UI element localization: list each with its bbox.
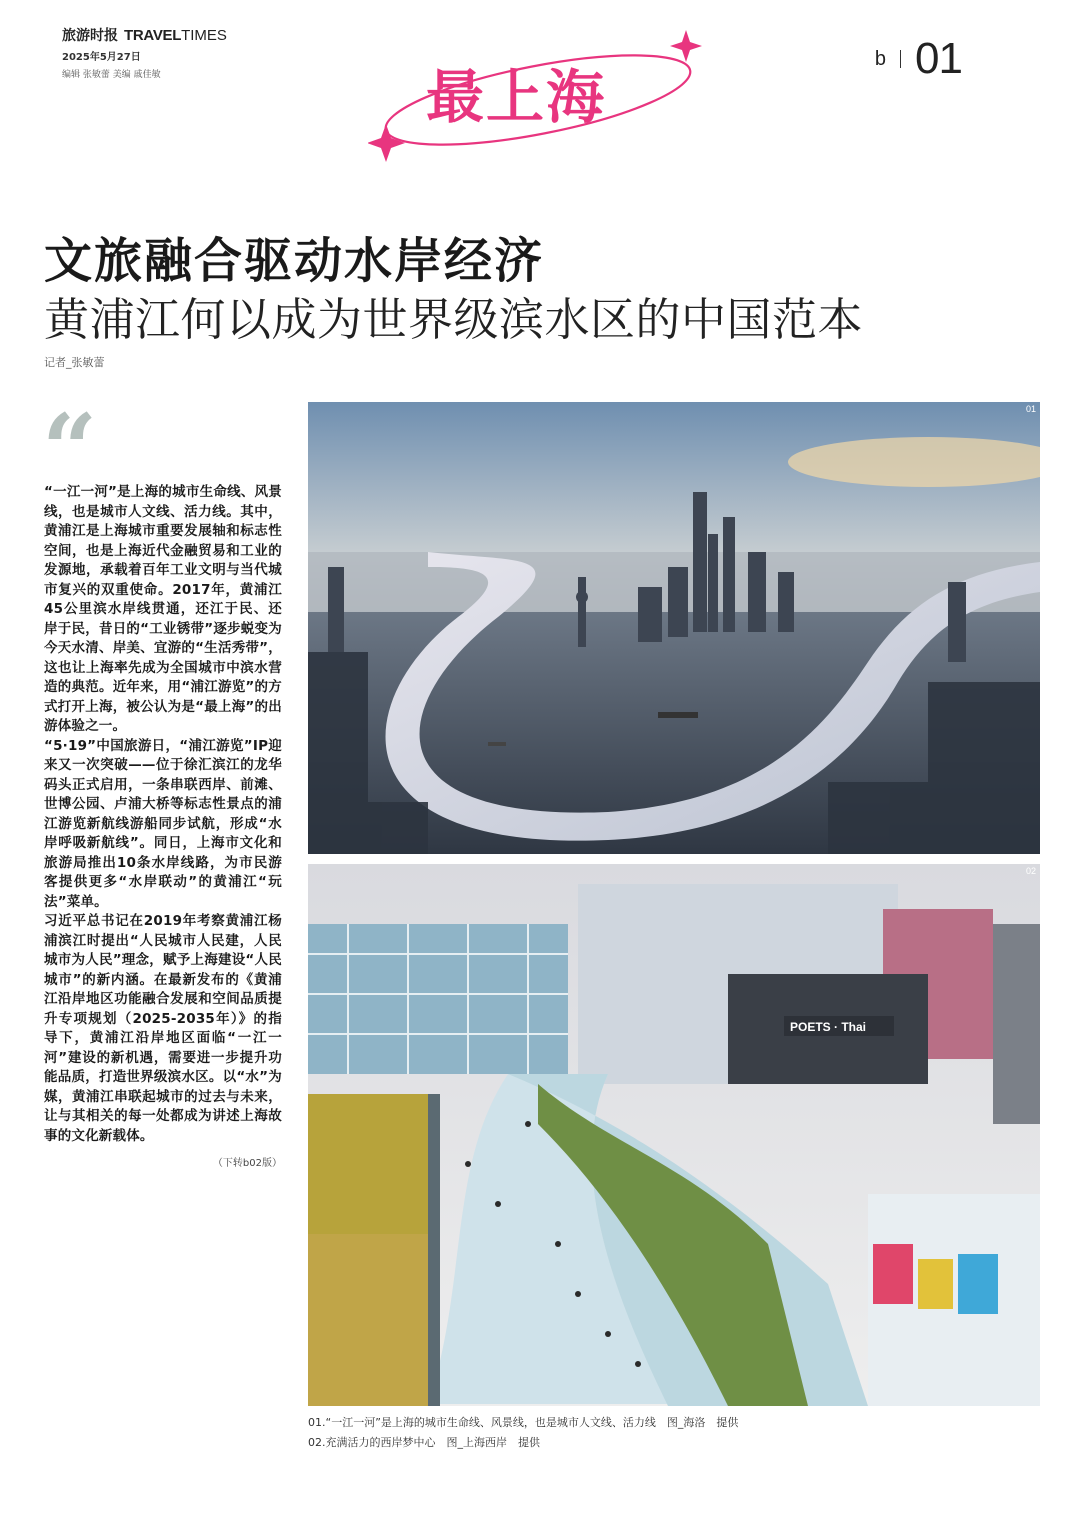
- photo-west-bund-dream-center: [308, 864, 1040, 1406]
- subheadline: 黄浦江何以成为世界级滨水区的中国范本: [44, 293, 864, 346]
- article-body: [44, 483, 282, 1169]
- photo-caption: 01.“一江一河”是上海的城市生命线、风景线，也是城市人文线、活力线 图_海洛 提供: [308, 1416, 739, 1429]
- issue-date: 2025年5月27日: [62, 52, 141, 63]
- promenade-illustration: [308, 864, 1040, 1406]
- photo-huangpu-aerial: [308, 402, 1040, 854]
- body-paragraph: “一江一河”是上海的城市生命线、风景线，也是城市人文线、活力线。其中，黄浦江是上海城市重要发展轴和标志性空间，也是上海近代金融贸易和工业的发源地，承载着百年工业文明与当代城市复兴的双重使命。2017年，黄浦江45公里滨水岸线贯通，还江于民、还岸于民，昔日的“工业锈带”逐步蜕变为今天水清、岸美、宜游的“生活秀带”，这也让上海率先成为全国城市中滨水营造的典范。近年来，用“浦江游览”的方式打开上海，被公认为是“最上海”的出游体验之一。: [44, 484, 282, 734]
- headline: 文旅融合驱动水岸经济: [44, 233, 545, 289]
- restaurant-sign: POETS · Thai: [790, 1020, 867, 1034]
- continuation-note: （下转b02版）: [212, 1158, 282, 1169]
- byline: 记者_张敏蕾: [44, 356, 105, 369]
- photo-number: 01: [1025, 404, 1036, 414]
- section-logo: [368, 20, 708, 170]
- page-num: 01: [915, 34, 962, 83]
- editors-credit: 编辑 张敏蕾 美编 戚佳敏: [62, 70, 161, 80]
- brand-name-en-times: TIMES: [181, 27, 227, 44]
- page-number: [875, 34, 962, 84]
- body-paragraph: 习近平总书记在2019年考察黄浦江杨浦滨江时提出“人民城市人民建，人民城市为人民”理念，赋予上海建设“人民城市”的新内涵。在最新发布的《黄浦江沿岸地区功能融合发展和空间品质提升专项规划（2025-2035年）》的指导下，黄浦江沿岸地区面临“一江一河”建设的新机遇，需要进一步提升功能品质，打造世界级滨水区。以“水”为媒，黄浦江串联起城市的过去与未来，让与其相关的每一处都成为讲述上海故事的文化新载体。: [44, 913, 282, 1144]
- photo-number: 02: [1025, 866, 1036, 876]
- photo-caption: 02.充满活力的西岸梦中心 图_上海西岸 提供: [308, 1436, 540, 1449]
- brand-name-cn: 旅游时报: [62, 28, 118, 44]
- brand-logo: [62, 28, 302, 44]
- divider: [900, 50, 901, 68]
- quote-mark-icon: “: [42, 393, 98, 506]
- sparkle-icon: [670, 30, 702, 62]
- body-paragraph: “5·19”中国旅游日，“浦江游览”IP迎来又一次突破——位于徐汇滨江的龙华码头正式启用，一条串联西岸、前滩、世博公园、卢浦大桥等标志性景点的浦江游览新航线游船同步试航，形成“水岸呼吸新航线”。同日，上海市文化和旅游局推出10条水岸线路，为市民游客提供更多“水岸联动”的黄浦江“玩法”菜单。: [44, 737, 282, 910]
- aerial-river-illustration: [308, 402, 1040, 854]
- section-code: b: [874, 47, 887, 70]
- section-title: 最上海: [426, 63, 607, 131]
- masthead: [62, 28, 302, 80]
- brand-name-en-travel: TRAVEL: [124, 27, 182, 44]
- sparkle-icon: [368, 124, 405, 162]
